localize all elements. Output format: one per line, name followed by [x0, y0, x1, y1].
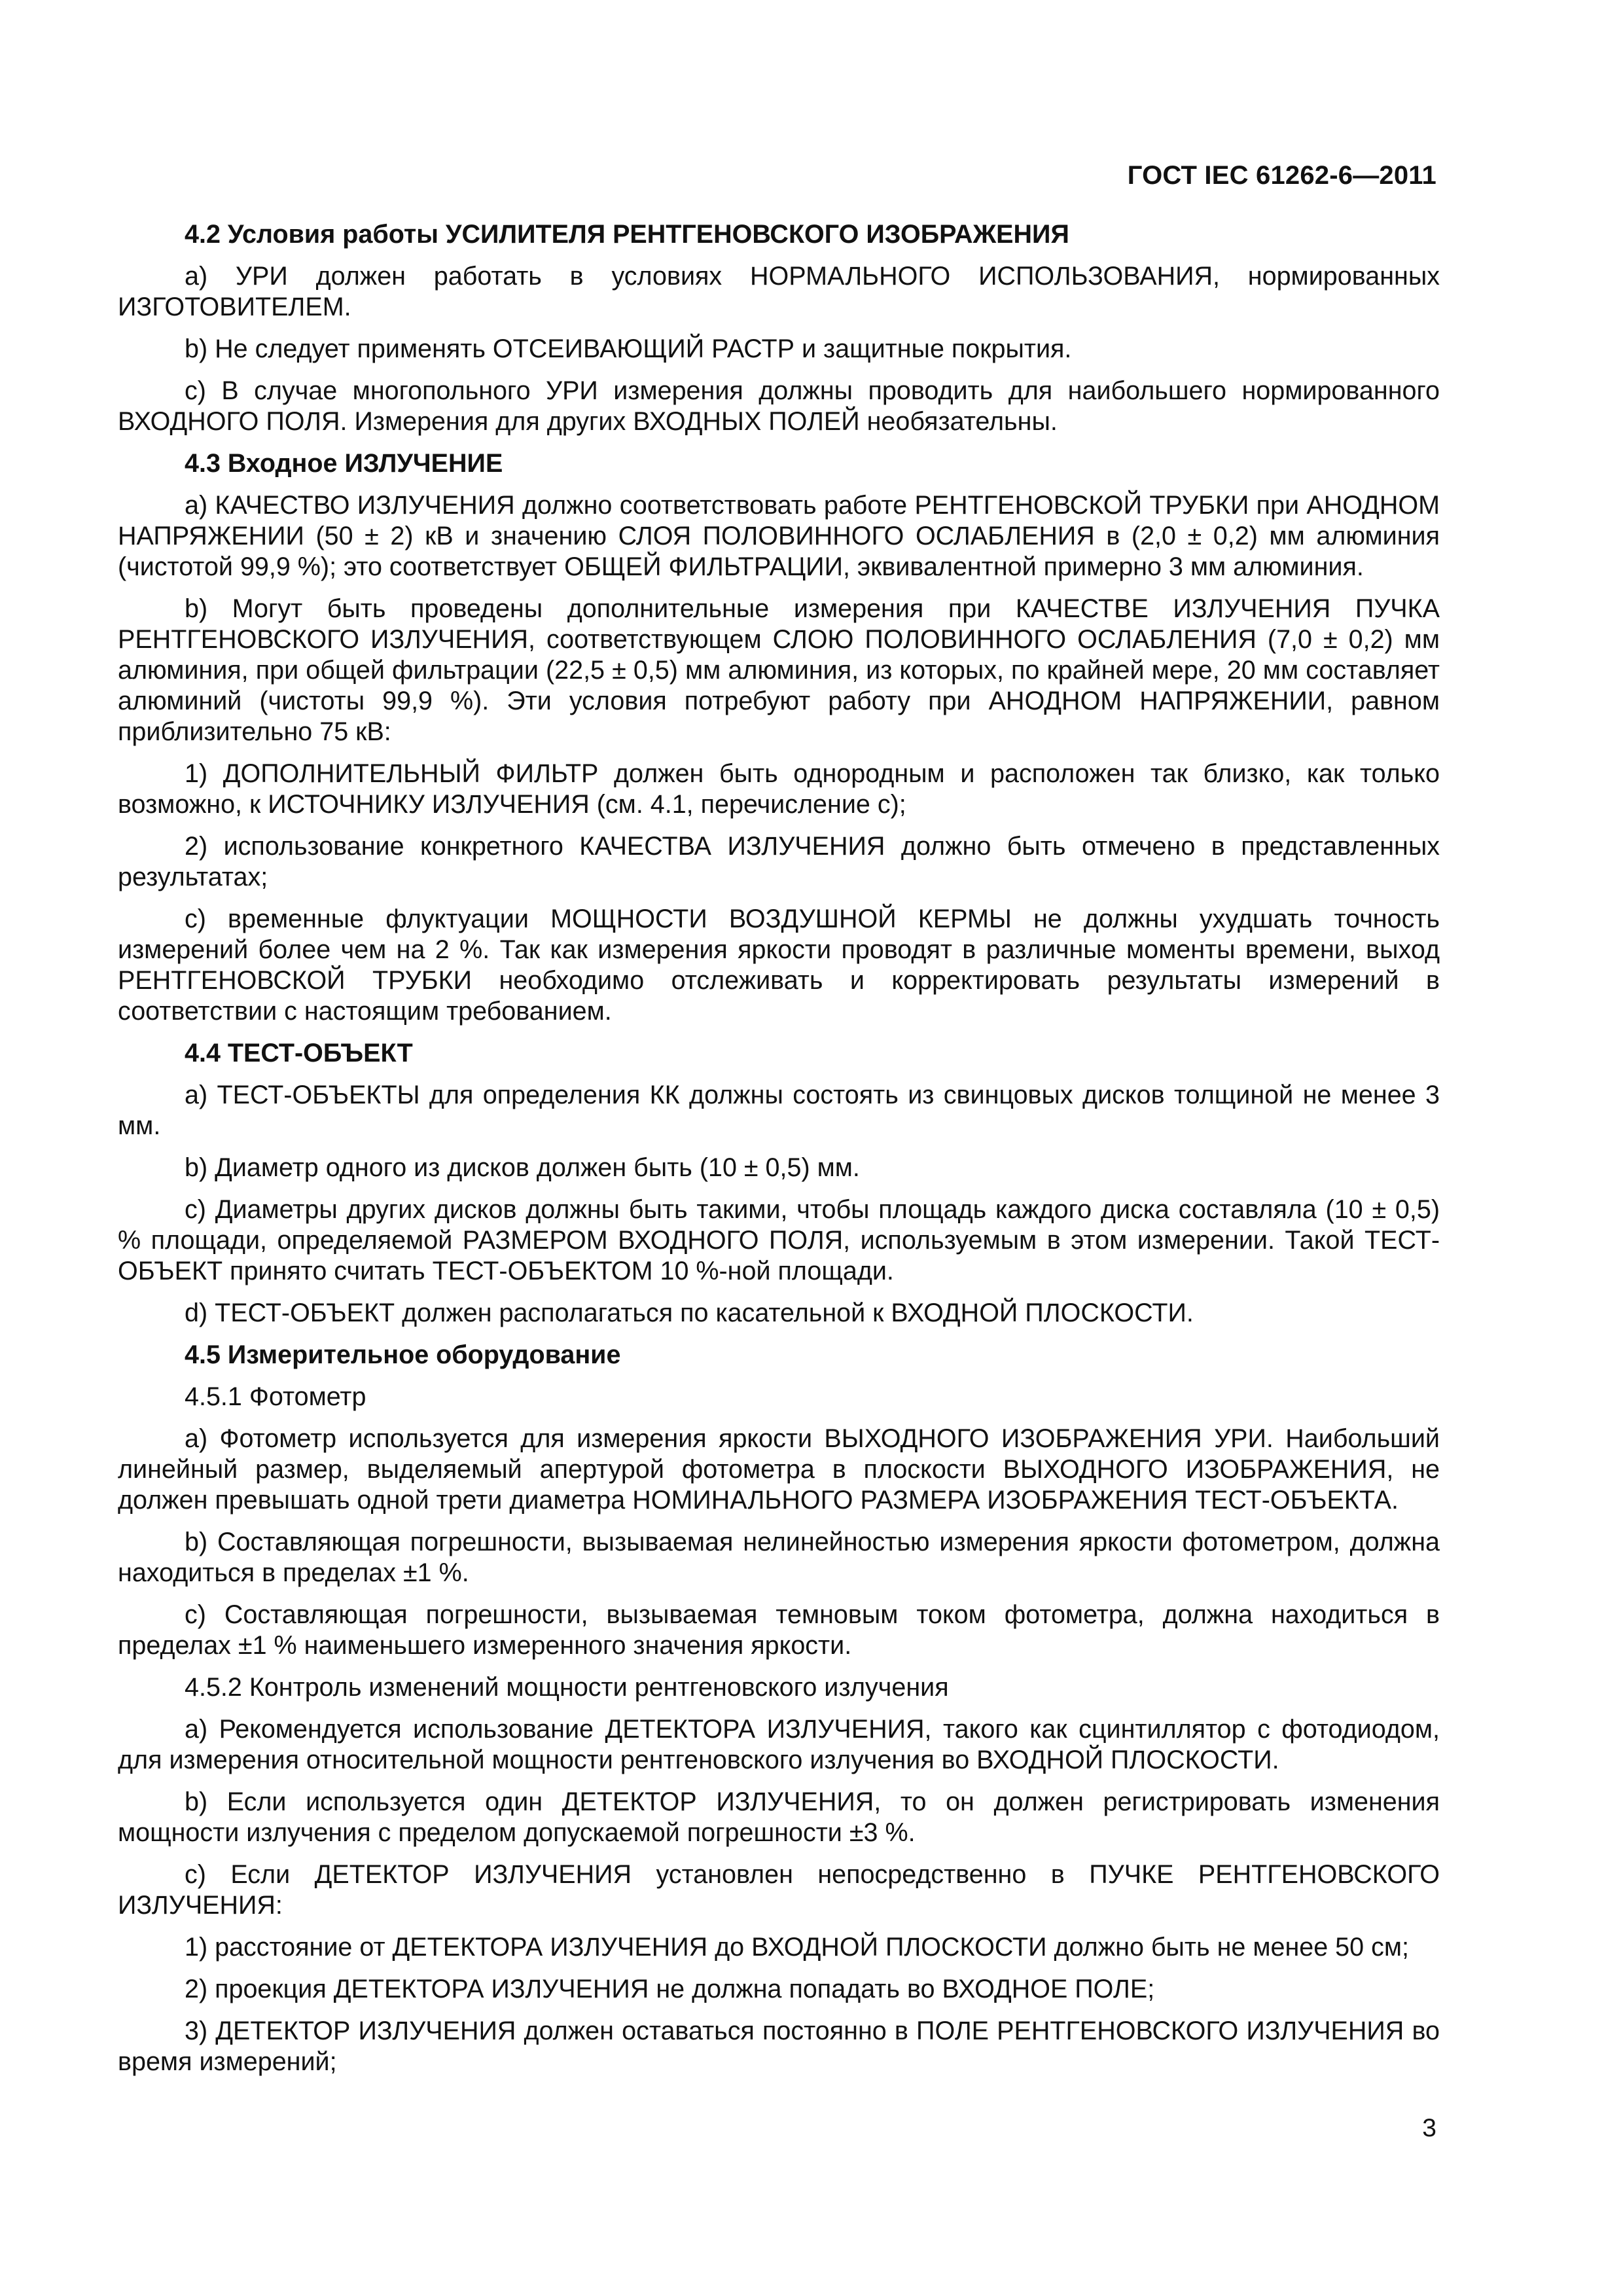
paragraph: c) временные флуктуации МОЩНОСТИ ВОЗДУШНОЙ КЕРМЫ не должны ухудшать точность измерений более чем на 2 %. Так как измерения яркости проводят в различные моменты времени, выход РЕНТГЕНОВСКОЙ ТРУБКИ необходимо отслеживать и корректировать результаты измерений в соответствии с настоящим требованием.	[118, 905, 1440, 1026]
section-heading: 4.3 Входное ИЗЛУЧЕНИЕ	[185, 449, 503, 478]
paragraph: c) В случае многопольного УРИ измерения должны проводить для наибольшего нормированного ВХОДНОГО ПОЛЯ. Измерения для других ВХОДНЫХ ПОЛЕЙ необязательны.	[118, 376, 1440, 436]
paragraph: 1) ДОПОЛНИТЕЛЬНЫЙ ФИЛЬТР должен быть однородным и расположен так близко, как только возможно, к ИСТОЧНИКУ ИЗЛУЧЕНИЯ (см. 4.1, перечисление c);	[118, 759, 1440, 819]
paragraph: 4.5.2 Контроль изменений мощности рентгеновского излучения	[185, 1673, 949, 1702]
paragraph: b) Если используется один ДЕТЕКТОР ИЗЛУЧЕНИЯ, то он должен регистрировать изменения мощности излучения с пределом допускаемой погрешности ±3 %.	[118, 1787, 1440, 1847]
paragraph: 1) расстояние от ДЕТЕКТОРА ИЗЛУЧЕНИЯ до ВХОДНОЙ ПЛОСКОСТИ должно быть не менее 50 см;	[185, 1933, 1409, 1962]
section-heading: 4.2 Условия работы УСИЛИТЕЛЯ РЕНТГЕНОВСКОГО ИЗОБРАЖЕНИЯ	[185, 220, 1069, 249]
paragraph: b) Диаметр одного из дисков должен быть (10 ± 0,5) мм.	[185, 1153, 860, 1182]
paragraph: b) Могут быть проведены дополнительные измерения при КАЧЕСТВЕ ИЗЛУЧЕНИЯ ПУЧКА РЕНТГЕНОВСКОГО ИЗЛУЧЕНИЯ, соответствующем СЛОЮ ПОЛОВИННОГО ОСЛАБЛЕНИЯ (7,0 ± 0,2) мм алюминия, при общей фильтрации (22,5 ± 0,5) мм алюминия, из которых, по крайней мере, 20 мм составляет алюминий (чистоты 99,9 %). Эти условия потребуют работу при АНОДНОМ НАПРЯЖЕНИИ, равном приблизительно 75 кВ:	[118, 594, 1440, 746]
section-heading: 4.4 ТЕСТ-ОБЪЕКТ	[185, 1039, 413, 1067]
paragraph: b) Составляющая погрешности, вызываемая нелинейностью измерения яркости фотометром, должна находиться в пределах ±1 %.	[118, 1528, 1440, 1587]
paragraph: 2) использование конкретного КАЧЕСТВА ИЗЛУЧЕНИЯ должно быть отмечено в представленных результатах;	[118, 832, 1440, 891]
paragraph: 4.5.1 Фотометр	[185, 1382, 366, 1411]
paragraph: a) УРИ должен работать в условиях НОРМАЛЬНОГО ИСПОЛЬЗОВАНИЯ, нормированных ИЗГОТОВИТЕЛЕМ.	[118, 262, 1440, 321]
paragraph: c) Составляющая погрешности, вызываемая темновым током фотометра, должна находиться в пределах ±1 % наименьшего измеренного значения яркости.	[118, 1600, 1440, 1660]
paragraph: a) Фотометр используется для измерения яркости ВЫХОДНОГО ИЗОБРАЖЕНИЯ УРИ. Наибольший линейный размер, выделяемый апертурой фотометра в плоскости ВЫХОДНОГО ИЗОБРАЖЕНИЯ, не должен превышать одной трети диаметра НОМИНАЛЬНОГО РАЗМЕРА ИЗОБРАЖЕНИЯ ТЕСТ-ОБЪЕКТА.	[118, 1424, 1440, 1515]
paragraph: c) Диаметры других дисков должны быть такими, чтобы площадь каждого диска составляла (10 ± 0,5) % площади, определяемой РАЗМЕРОМ ВХОДНОГО ПОЛЯ, используемым в этом измерении. Такой ТЕСТ-ОБЪЕКТ принято считать ТЕСТ-ОБЪЕКТОМ 10 %-ной площади.	[118, 1195, 1440, 1285]
paragraph: c) Если ДЕТЕКТОР ИЗЛУЧЕНИЯ установлен непосредственно в ПУЧКЕ РЕНТГЕНОВСКОГО ИЗЛУЧЕНИЯ:	[118, 1860, 1440, 1920]
page-number: 3	[1422, 2114, 1436, 2142]
paragraph: 3) ДЕТЕКТОР ИЗЛУЧЕНИЯ должен оставаться постоянно в ПОЛЕ РЕНТГЕНОВСКОГО ИЗЛУЧЕНИЯ во время измерений;	[118, 2017, 1440, 2076]
paragraph: a) КАЧЕСТВО ИЗЛУЧЕНИЯ должно соответствовать работе РЕНТГЕНОВСКОЙ ТРУБКИ при АНОДНОМ НАПРЯЖЕНИИ (50 ± 2) кВ и значению СЛОЯ ПОЛОВИННОГО ОСЛАБЛЕНИЯ в (2,0 ± 0,2) мм алюминия (чистотой 99,9 %); это соответствует ОБЩЕЙ ФИЛЬТРАЦИИ, эквивалентной примерно 3 мм алюминия.	[118, 491, 1440, 581]
document-body	[118, 219, 1440, 2089]
paragraph: d) ТЕСТ-ОБЪЕКТ должен располагаться по касательной к ВХОДНОЙ ПЛОСКОСТИ.	[185, 1299, 1194, 1327]
section-heading: 4.5 Измерительное оборудование	[185, 1340, 621, 1369]
paragraph: 2) проекция ДЕТЕКТОРА ИЗЛУЧЕНИЯ не должна попадать во ВХОДНОЕ ПОЛЕ;	[185, 1975, 1155, 2003]
paragraph: b) Не следует применять ОТСЕИВАЮЩИЙ РАСТР и защитные покрытия.	[185, 334, 1072, 363]
paragraph: a) ТЕСТ-ОБЪЕКТЫ для определения КК должны состоять из свинцовых дисков толщиной не менее 3 мм.	[118, 1081, 1440, 1140]
paragraph: a) Рекомендуется использование ДЕТЕКТОРА ИЗЛУЧЕНИЯ, такого как сцинтиллятор с фотодиодом, для измерения относительной мощности рентгеновского излучения во ВХОДНОЙ ПЛОСКОСТИ.	[118, 1715, 1440, 1774]
standard-header: ГОСТ IEC 61262-6—2011	[1127, 161, 1436, 190]
